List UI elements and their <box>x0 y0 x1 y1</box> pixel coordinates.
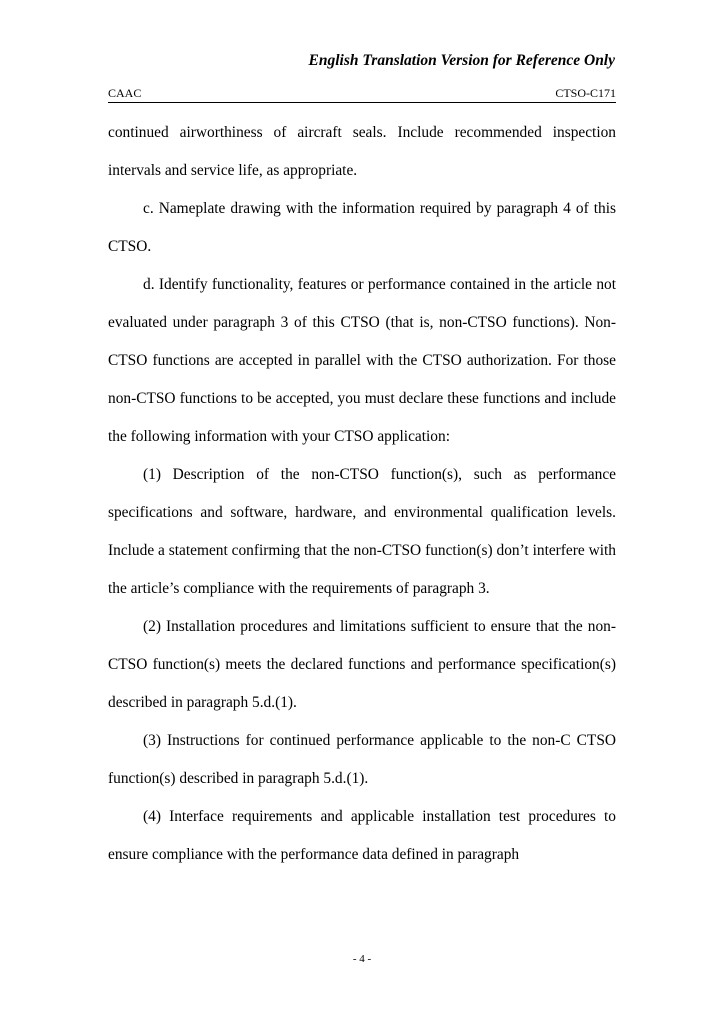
paragraph-5c-nameplate: c. Nameplate drawing with the information required by paragraph 4 of this CTSO. <box>108 200 616 255</box>
page-number: - 4 - <box>352 953 372 965</box>
document-body <box>108 114 616 874</box>
translation-banner: English Translation Version for Reference Only <box>308 52 615 69</box>
header-doc-id: CTSO-C171 <box>555 86 616 100</box>
paragraph-continued-airworthiness: continued airworthiness of aircraft seals. Include recommended inspection intervals and service life, as appropriate. <box>108 124 616 179</box>
running-header <box>108 86 616 103</box>
paragraph-5d1-description: (1) Description of the non-CTSO function(s), such as performance specifications and software, hardware, and environmental qualification levels. Include a statement confirming that the non-CTSO function(s) don’t interfere with the article’s compliance with the requirements of paragraph 3. <box>108 466 616 597</box>
paragraph-5d-non-ctso-functions: d. Identify functionality, features or performance contained in the article not evaluated under paragraph 3 of this CTSO (that is, non-CTSO functions). Non-CTSO functions are accepted in parallel with the CTSO authorization. For those non-CTSO functions to be accepted, you must declare these functions and include the following information with your CTSO application: <box>108 276 616 445</box>
paragraph-5d3-instructions: (3) Instructions for continued performance applicable to the non-C CTSO function(s) described in paragraph 5.d.(1). <box>108 732 616 787</box>
paragraph-5d2-installation: (2) Installation procedures and limitations sufficient to ensure that the non-CTSO function(s) meets the declared functions and performance specification(s) described in paragraph 5.d.(1). <box>108 618 616 711</box>
header-org: CAAC <box>108 86 142 100</box>
paragraph-5d4-interface: (4) Interface requirements and applicable installation test procedures to ensure compliance with the performance data defined in paragraph <box>108 808 616 863</box>
